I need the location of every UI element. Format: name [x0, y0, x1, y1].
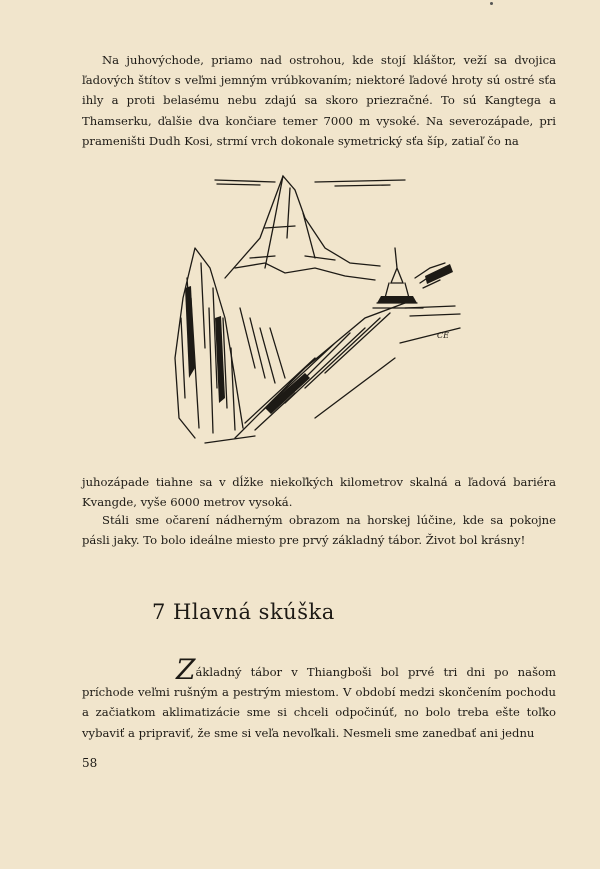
page-number: 58	[82, 756, 98, 770]
chapter-opening-text: ákladný tábor v Thiangboši bol prvé tri dni po našom príchode veľmi rušným a pestrým miestom. V období medzi skončením pochodu a začiatkom aklimatizácie sme si chceli odpočinúť, no bolo treba ešte toľko vybaviť a pripraviť, že sme si veľa nevoľkali. Nesmeli sme zanedbať ani jednu	[82, 665, 556, 740]
illustration-signature: CE	[437, 331, 449, 340]
paragraph-1: Na juhovýchode, priamo nad ostrohou, kde stojí kláštor, veží sa dvojica ľadových štítov s veľmi jemným vrúbkovaním; niektoré ľadové hroty sú ostré sťa ihly a proti belasému nebu zdajú sa skoro priezračné. To sú Kangtega a Thamserku, ďalšie dva končiare temer 7000 m vysoké. Na severozápade, pri prameništi Dudh Kosi, strmí vrch dokonale symetrický sťa šíp, zatiaľ čo na	[82, 53, 556, 148]
mountain-illustration	[165, 168, 465, 448]
drop-cap: Z	[176, 653, 196, 686]
chapter-opening-paragraph	[82, 653, 556, 743]
paragraph-2: juhozápade tiahne sa v dĺžke niekoľkých kilometrov skalná a ľadová bariéra Kvangde, vyše 6000 metrov vysoká.	[82, 475, 556, 510]
page-speck	[490, 2, 493, 5]
paragraph-3: Stáli sme očarení nádherným obrazom na horskej lúčine, kde sa pokojne pásli jaky. To bolo ideálne miesto pre prvý základný tábor. Život bol krásny!	[82, 513, 556, 548]
chapter-title: 7 Hlavná skúška	[152, 600, 335, 624]
